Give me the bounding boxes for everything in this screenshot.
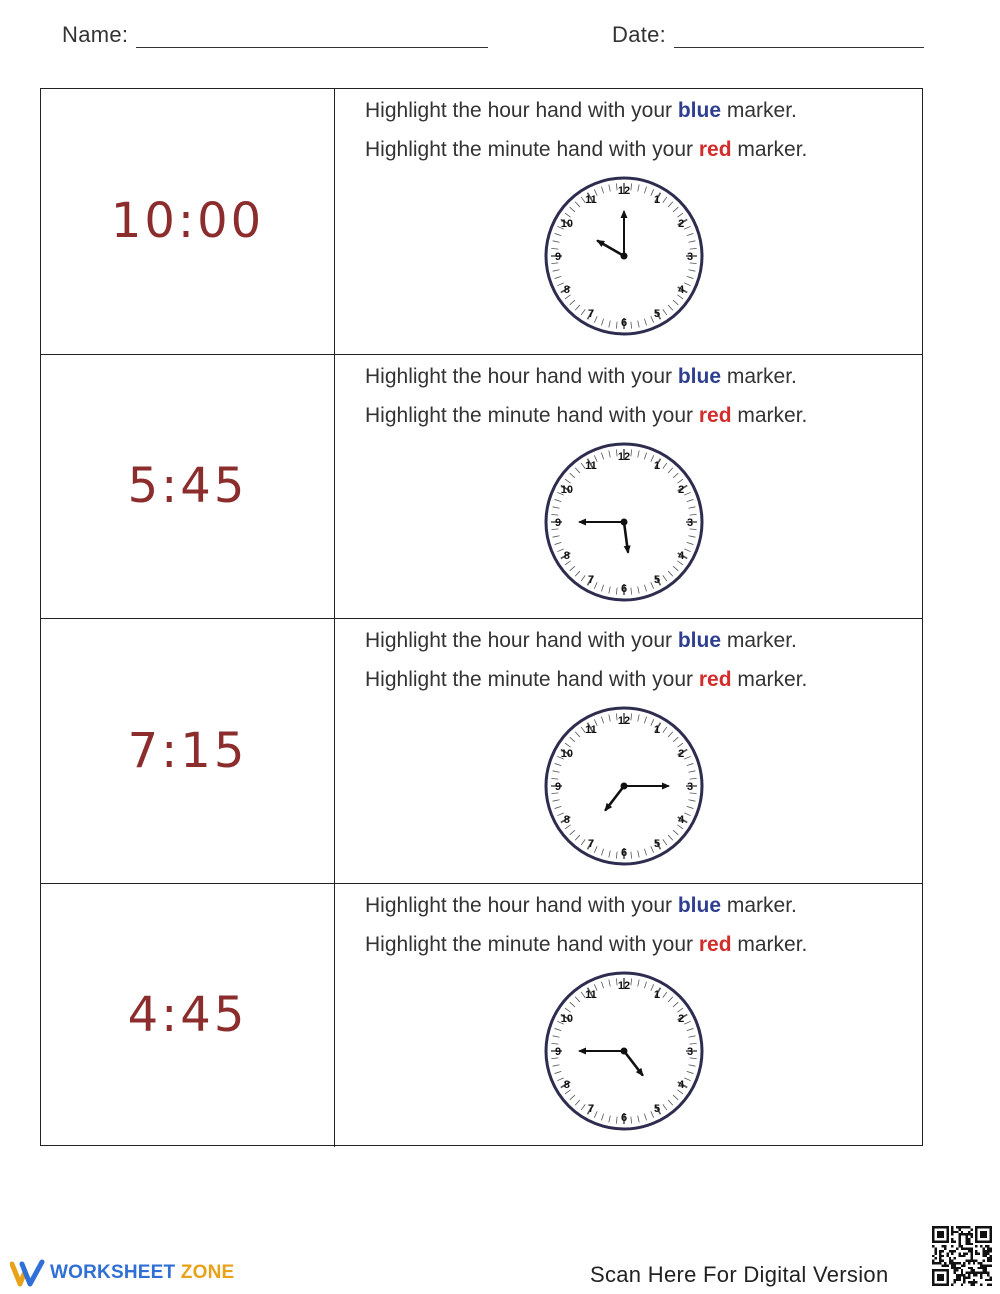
clock-number: 4 <box>678 549 685 562</box>
logo-text: WORKSHEET ZONE <box>50 1262 235 1283</box>
clock-number: 7 <box>587 1102 595 1115</box>
clock-number: 3 <box>686 516 694 529</box>
digital-time: 5:45 <box>127 458 248 515</box>
red-word: red <box>698 138 732 161</box>
clock-number: 12 <box>617 450 631 463</box>
table-row <box>41 883 922 1148</box>
instruction-cell <box>335 89 922 354</box>
name-blank-line[interactable] <box>136 25 488 48</box>
digital-time: 7:15 <box>127 722 248 779</box>
analog-clock[interactable] <box>543 970 705 1132</box>
clock-number: 6 <box>620 317 628 329</box>
blue-word: blue <box>677 364 722 388</box>
clock-number: 9 <box>554 781 562 793</box>
qr-code-icon[interactable] <box>932 1226 992 1286</box>
clock-number: 5 <box>653 838 661 851</box>
clock-number: 1 <box>653 459 661 472</box>
clock-number: 4 <box>678 284 685 296</box>
clock-number: 9 <box>554 1045 562 1058</box>
clock-number: 8 <box>563 549 570 562</box>
clock-number: 10 <box>560 483 573 496</box>
clock-number: 7 <box>587 308 595 321</box>
blue-word: blue <box>677 629 722 652</box>
worksheetzone-logo-icon <box>10 1258 46 1288</box>
clock-number: 2 <box>678 483 685 496</box>
instruction-minute-hand: Highlight the minute hand with your red marker. <box>365 403 808 427</box>
clock-number: 12 <box>617 979 631 992</box>
table-row <box>41 354 922 619</box>
clock-number: 10 <box>560 748 573 760</box>
clock-number: 10 <box>560 218 573 230</box>
worksheet-table <box>40 88 923 1146</box>
clock-number: 9 <box>554 516 562 529</box>
clock-number: 11 <box>585 193 597 206</box>
clock-number: 11 <box>585 723 597 736</box>
instruction-minute-hand: Highlight the minute hand with your red marker. <box>365 138 808 161</box>
clock-number: 11 <box>585 459 597 472</box>
analog-clock[interactable] <box>543 705 705 867</box>
red-word: red <box>698 668 732 691</box>
clock-number: 7 <box>587 573 595 586</box>
instruction-minute-hand: Highlight the minute hand with your red marker. <box>365 932 808 956</box>
clock-number: 3 <box>686 1045 694 1058</box>
clock-number: 1 <box>653 193 661 206</box>
clock-center-pin <box>621 253 628 260</box>
clock-number: 12 <box>617 715 631 727</box>
clock-number: 8 <box>563 814 570 826</box>
instruction-hour-hand: Highlight the hour hand with your blue marker. <box>365 893 797 917</box>
clock-number: 1 <box>653 723 661 736</box>
name-field <box>62 22 488 48</box>
clock-center-pin <box>621 783 628 790</box>
blue-word: blue <box>677 99 722 122</box>
clock-number: 5 <box>653 308 661 321</box>
clock-number: 2 <box>678 748 685 760</box>
clock-number: 12 <box>617 185 631 197</box>
analog-clock[interactable] <box>543 441 705 603</box>
clock-number: 4 <box>678 1078 685 1091</box>
time-cell <box>41 89 335 354</box>
digital-time: 10:00 <box>110 193 265 250</box>
digital-time: 4:45 <box>127 987 248 1044</box>
name-label: Name: <box>62 22 129 47</box>
time-cell <box>41 619 335 883</box>
clock-number: 9 <box>554 251 562 263</box>
blue-word: blue <box>677 893 722 917</box>
clock-number: 4 <box>678 814 685 826</box>
clock-number: 6 <box>620 582 628 595</box>
clock-number: 1 <box>653 988 661 1001</box>
clock-number: 7 <box>587 838 595 851</box>
worksheetzone-logo[interactable] <box>10 1258 234 1288</box>
instruction-hour-hand: Highlight the hour hand with your blue marker. <box>365 99 797 122</box>
instruction-hour-hand: Highlight the hour hand with your blue marker. <box>365 629 797 652</box>
date-blank-line[interactable] <box>674 25 924 48</box>
clock-number: 2 <box>678 218 685 230</box>
instruction-cell <box>335 355 922 619</box>
analog-clock[interactable] <box>543 175 705 337</box>
clock-number: 3 <box>686 781 694 793</box>
clock-number: 11 <box>585 988 597 1001</box>
instruction-hour-hand: Highlight the hour hand with your blue marker. <box>365 364 797 388</box>
clock-number: 5 <box>653 1102 661 1115</box>
time-cell <box>41 884 335 1148</box>
table-row <box>41 89 922 354</box>
instruction-cell <box>335 619 922 883</box>
clock-center-pin <box>621 518 628 525</box>
clock-number: 8 <box>563 284 570 296</box>
clock-number: 2 <box>678 1012 685 1025</box>
time-cell <box>41 355 335 619</box>
clock-number: 6 <box>620 1111 628 1124</box>
clock-number: 8 <box>563 1078 570 1091</box>
clock-number: 5 <box>653 573 661 586</box>
clock-center-pin <box>621 1047 628 1054</box>
red-word: red <box>698 932 732 956</box>
red-word: red <box>698 403 732 427</box>
instruction-minute-hand: Highlight the minute hand with your red marker. <box>365 668 808 691</box>
instruction-cell <box>335 884 922 1148</box>
clock-number: 3 <box>686 251 694 263</box>
clock-number: 6 <box>620 847 628 859</box>
scan-instruction: Scan Here For Digital Version <box>590 1262 889 1287</box>
clock-number: 10 <box>560 1012 573 1025</box>
date-field <box>612 22 924 48</box>
date-label: Date: <box>612 22 667 47</box>
table-row <box>41 618 922 883</box>
